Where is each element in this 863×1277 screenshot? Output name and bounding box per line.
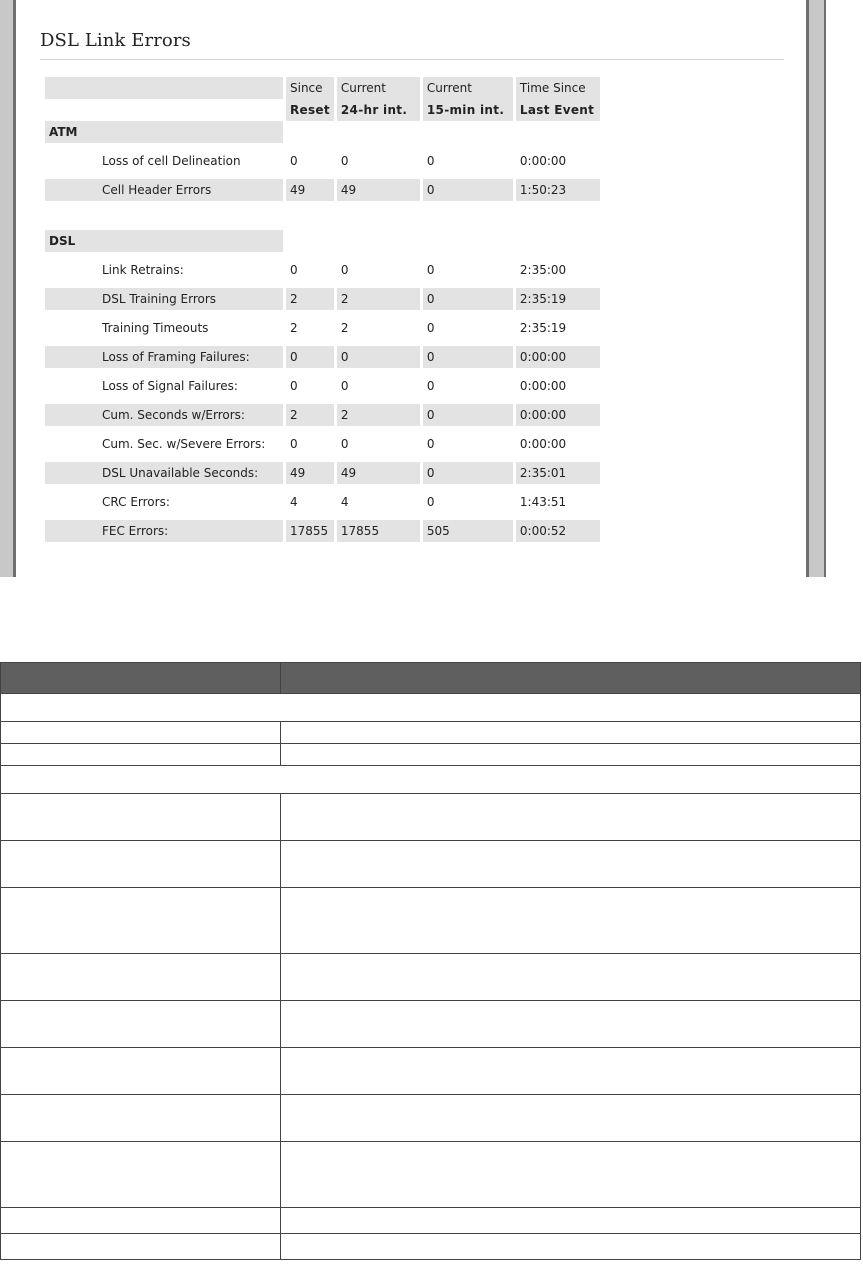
cell-current-15min: 0 (426, 379, 435, 393)
window-frame-left (0, 0, 16, 577)
table-row (45, 491, 600, 513)
page-title: DSL Link Errors (40, 30, 191, 51)
field-cell (1, 1208, 281, 1234)
header-blank (45, 99, 283, 121)
col-header: 15-min int. (423, 99, 513, 121)
row-label: Loss of Framing Failures: (45, 346, 283, 368)
description-cell (281, 1001, 861, 1048)
description-cell (281, 841, 861, 888)
row-label: Cell Header Errors (45, 179, 283, 201)
cell-time-since: 1:50:23 (516, 179, 600, 201)
table-row (45, 433, 600, 455)
header-cell-field (1, 663, 281, 694)
cell-current-24hr: 0 (337, 346, 420, 368)
cell-current-15min: 0 (423, 404, 513, 426)
cell-time-since: 0:00:00 (519, 154, 567, 168)
cell-current-24hr: 2 (340, 321, 349, 335)
cell-time-since: 0:00:00 (516, 346, 600, 368)
section-row (1, 694, 861, 722)
section-cell (1, 766, 861, 794)
row-label: Loss of cell Delineation (102, 154, 241, 168)
table-row (1, 1048, 861, 1095)
cell-time-since: 2:35:19 (516, 288, 600, 310)
field-cell (1, 1095, 281, 1142)
window-frame-right (806, 0, 826, 577)
section-row (1, 766, 861, 794)
row-label: CRC Errors: (102, 495, 170, 509)
cell-current-24hr: 0 (340, 437, 349, 451)
description-cell (281, 744, 861, 766)
description-cell (281, 722, 861, 744)
cell-current-15min: 0 (423, 462, 513, 484)
cell-current-15min: 0 (426, 263, 435, 277)
description-table-header (1, 663, 861, 694)
table-row (1, 744, 861, 766)
description-cell (281, 1234, 861, 1260)
description-cell (281, 888, 861, 954)
field-cell (1, 722, 281, 744)
col-header: Reset (286, 99, 334, 121)
field-cell (1, 794, 281, 841)
header-blank (45, 77, 283, 99)
cell-current-15min: 0 (423, 179, 513, 201)
table-row (1, 1142, 861, 1208)
cell-time-since: 0:00:52 (516, 520, 600, 542)
cell-since-reset: 17855 (286, 520, 334, 542)
field-cell (1, 954, 281, 1001)
cell-current-24hr: 2 (337, 288, 420, 310)
header-row-1 (45, 77, 600, 99)
cell-time-since: 1:43:51 (519, 495, 567, 509)
cell-since-reset: 0 (290, 154, 298, 168)
cell-current-15min: 0 (426, 437, 435, 451)
table-row (45, 375, 600, 397)
field-cell (1, 1048, 281, 1095)
cell-since-reset: 49 (286, 462, 334, 484)
cell-since-reset: 0 (290, 263, 298, 277)
table-row (1, 1208, 861, 1234)
header-row-2 (45, 99, 600, 121)
table-row (45, 462, 600, 484)
field-cell (1, 1234, 281, 1260)
cell-current-15min: 0 (423, 346, 513, 368)
cell-current-24hr: 49 (337, 462, 420, 484)
table-row (1, 1234, 861, 1260)
description-cell (281, 1048, 861, 1095)
field-cell (1, 744, 281, 766)
col-header: Time Since (516, 77, 600, 99)
field-description-table (0, 662, 861, 1260)
cell-since-reset: 2 (286, 404, 334, 426)
description-cell (281, 1142, 861, 1208)
cell-current-15min: 0 (426, 321, 435, 335)
cell-time-since: 0:00:00 (519, 379, 567, 393)
cell-time-since: 2:35:19 (519, 321, 567, 335)
description-cell (281, 954, 861, 1001)
cell-since-reset: 0 (286, 346, 334, 368)
col-header: 24-hr int. (337, 99, 420, 121)
dsl-link-errors-panel (0, 0, 826, 577)
header-cell-description (281, 663, 861, 694)
table-row (45, 150, 600, 172)
cell-time-since: 0:00:00 (519, 437, 567, 451)
table-row (1, 1095, 861, 1142)
cell-since-reset: 49 (286, 179, 334, 201)
col-header: Since (286, 77, 334, 99)
table-row (45, 404, 600, 426)
row-label: DSL Unavailable Seconds: (45, 462, 283, 484)
row-label: Cum. Sec. w/Severe Errors: (102, 437, 266, 451)
section-title-atm: ATM (45, 121, 283, 143)
cell-current-24hr: 17855 (337, 520, 420, 542)
row-label: Cum. Seconds w/Errors: (45, 404, 283, 426)
cell-since-reset: 2 (290, 321, 298, 335)
cell-since-reset: 2 (286, 288, 334, 310)
link-errors-table (42, 77, 603, 542)
row-label: DSL Training Errors (45, 288, 283, 310)
table-row (1, 1001, 861, 1048)
field-cell (1, 1001, 281, 1048)
table-row (45, 179, 600, 201)
table-row (45, 520, 600, 542)
field-cell (1, 841, 281, 888)
cell-time-since: 2:35:01 (516, 462, 600, 484)
col-header: Last Event (516, 99, 600, 121)
field-cell (1, 888, 281, 954)
cell-since-reset: 0 (290, 379, 298, 393)
table-row (1, 722, 861, 744)
cell-current-24hr: 4 (340, 495, 349, 509)
cell-time-since: 2:35:00 (519, 263, 567, 277)
cell-since-reset: 0 (290, 437, 298, 451)
row-label: FEC Errors: (45, 520, 283, 542)
table-row (1, 794, 861, 841)
cell-current-24hr: 0 (340, 154, 349, 168)
cell-current-24hr: 2 (337, 404, 420, 426)
table-row (1, 888, 861, 954)
field-cell (1, 1142, 281, 1208)
row-label: Loss of Signal Failures: (102, 379, 238, 393)
table-row (45, 259, 600, 281)
section-header-row (45, 230, 600, 252)
cell-current-15min: 505 (423, 520, 513, 542)
cell-since-reset: 4 (290, 495, 298, 509)
col-header: Current (337, 77, 420, 99)
cell-current-15min: 0 (426, 495, 435, 509)
table-row (45, 346, 600, 368)
cell-current-24hr: 0 (340, 379, 349, 393)
table-row (45, 317, 600, 339)
row-label: Training Timeouts (102, 321, 209, 335)
title-divider (40, 59, 784, 60)
table-row (45, 288, 600, 310)
description-cell (281, 1208, 861, 1234)
cell-current-24hr: 49 (337, 179, 420, 201)
cell-current-24hr: 0 (340, 263, 349, 277)
cell-time-since: 0:00:00 (516, 404, 600, 426)
cell-current-15min: 0 (426, 154, 435, 168)
table-row (1, 954, 861, 1001)
row-label: Link Retrains: (102, 263, 184, 277)
table-row (1, 841, 861, 888)
col-header: Current (423, 77, 513, 99)
cell-current-15min: 0 (423, 288, 513, 310)
section-header-row (45, 121, 600, 143)
description-cell (281, 1095, 861, 1142)
description-cell (281, 794, 861, 841)
section-cell (1, 694, 861, 722)
section-title-dsl: DSL (45, 230, 283, 252)
